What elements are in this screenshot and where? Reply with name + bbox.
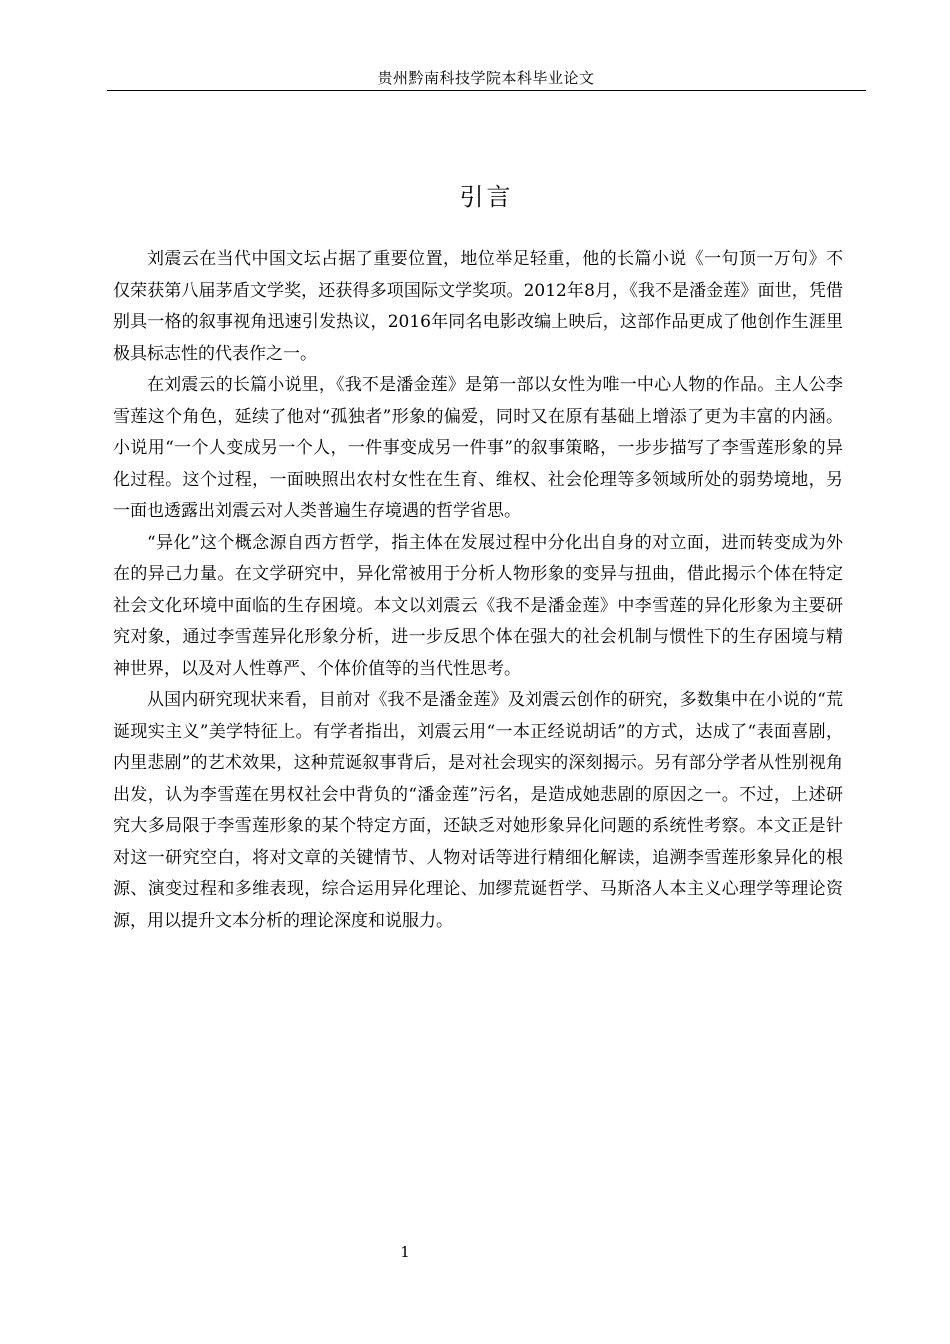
paragraph-2: 在刘震云的长篇小说里，《我不是潘金莲》是第一部以女性为唯一中心人物的作品。主人公李雪莲这个角色，延续了他对“孤独者”形象的偏爱，同时又在原有基础上增添了更为丰富的内涵。小说用“一个人变成另一个人，一件事变成另一件事”的叙事策略，一步步描写了李雪莲形象的异化过程。这个过程，一面映照出农村女性在生育、维权、社会伦理等多领域所处的弱势境地，另一面也透露出刘震云对人类普遍生存境遇的哲学省思。 [113,375,843,521]
section-title: 引言 [459,183,514,211]
paragraph-4: 从国内研究现状来看，目前对《我不是潘金莲》及刘震云创作的研究，多数集中在小说的“荒诞现实主义”美学特征上。有学者指出，刘震云用“一本正经说胡话”的方式，达成了“表面喜剧，内里悲剧”的艺术效果，这种荒诞叙事背后，是对社会现实的深刻揭示。另有部分学者从性别视角出发，认为李雪莲在男权社会中背负的“潘金莲”污名，是造成她悲剧的原因之一。不过，上述研究大多局限于李雪莲形象的某个特定方面，还缺乏对她形象异化问题的系统性考察。本文正是针对这一研究空白，将对文章的关键情节、人物对话等进行精细化解读，追溯李雪莲形象异化的根源、演变过程和多维表现，综合运用异化理论、加缪荒诞哲学、马斯洛人本主义心理学等理论资源，用以提升文本分析的理论深度和说服力。 [113,690,843,931]
header-rule [107,90,866,91]
body-text [113,244,843,937]
running-header: 贵州黔南科技学院本科毕业论文 [377,69,595,87]
paragraph-1: 刘震云在当代中国文坛占据了重要位置，地位举足轻重，他的长篇小说《一句顶一万句》不仅荣获第八届茅盾文学奖，还获得多项国际文学奖项。2012年8月，《我不是潘金莲》面世，凭借别具一格的叙事视角迅速引发热议，2016年同名电影改编上映后，这部作品更成了他创作生涯里极具标志性的代表作之一。 [113,249,843,364]
page-number: 1 [400,1243,410,1261]
paragraph-3: “异化”这个概念源自西方哲学，指主体在发展过程中分化出自身的对立面，进而转变成为外在的异己力量。在文学研究中，异化常被用于分析人物形象的变异与扭曲，借此揭示个体在特定社会文化环境中面临的生存困境。本文以刘震云《我不是潘金莲》中李雪莲的异化形象为主要研究对象，通过李雪莲异化形象分析，进一步反思个体在强大的社会机制与惯性下的生存困境与精神世界，以及对人性尊严、个体价值等的当代性思考。 [113,532,843,679]
